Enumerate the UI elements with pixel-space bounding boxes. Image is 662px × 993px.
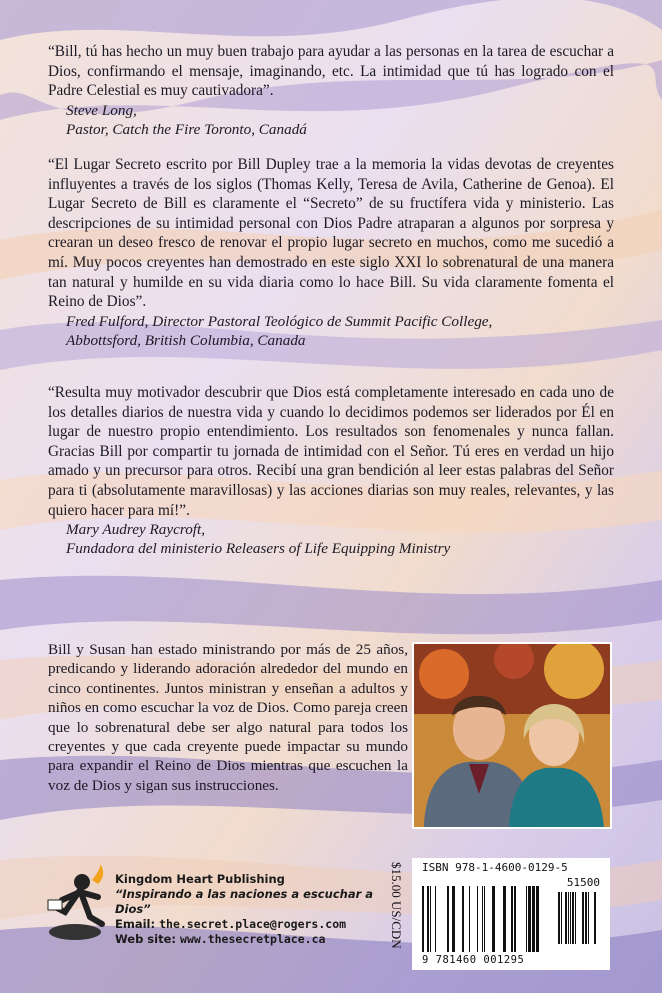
price-barcode-bar [561, 892, 562, 944]
barcode-bar [532, 886, 535, 952]
attribution-line: Pastor, Catch the Fire Toronto, Canadá [66, 120, 307, 138]
authors-photo [412, 642, 612, 829]
endorsement-quote-1 [48, 42, 614, 139]
price-label: $15.00 US/CDN [389, 862, 404, 949]
price-barcode-bar [570, 892, 571, 944]
attribution-line: Fundadora del ministerio Releasers of Life Equipping Ministry [66, 540, 451, 558]
barcode-bar [430, 886, 431, 952]
barcode-bar [462, 886, 464, 952]
publisher-text [115, 872, 400, 947]
barcode-bar [503, 886, 506, 952]
price-barcode-bar [575, 892, 576, 944]
barcode-bar [511, 886, 513, 952]
attribution-line: Fred Fulford, Director Pastoral Teológico de Summit Pacific College, [66, 312, 493, 330]
web-label: Web site: [115, 932, 176, 946]
price-barcode-bar [582, 892, 584, 944]
price-code: 51500 [566, 876, 600, 889]
isbn-text: ISBN 978-1-4600-0129-5 [422, 861, 568, 874]
price-barcode-bar [568, 892, 569, 944]
endorsement-quote-3 [48, 383, 614, 558]
publisher-name: Kingdom Heart Publishing [115, 872, 285, 886]
price-label-container [386, 862, 408, 972]
quote-attribution [48, 101, 614, 139]
publisher-info [40, 862, 400, 946]
quote-text: “El Lugar Secreto escrito por Bill Dupley trae a la memoria la vidas devotas de creyentes influyentes a través de los siglos (Thomas Kelly, Teresa de Avila, Catherine de Genoa). El Lugar Secreto de Bill es claramente el “Secreto” de su fructífera vida y ministerio. Las descripciones de su intimidad personal con Dios Padre atraparan a algunos por sorpresa y crearan un deseo fresco de renovar el propio lugar secreto en muchos, como me sucedió a mí. Muy pocos creyentes han demostrado en este siglo XXI lo sobrenatural de una manera tan natural y humilde en su vida diaria como lo hace Bill. Su vida claramente fomenta el Reino de Dios”. [48, 156, 614, 311]
barcode-bar [452, 886, 455, 952]
barcode-bar [477, 886, 478, 952]
attribution-line: Abbottsford, British Columbia, Canada [66, 331, 306, 349]
barcode-bar [422, 886, 424, 952]
website-link[interactable]: www.thesecretplace.ca [180, 932, 326, 946]
quote-text: “Resulta muy motivador descubrir que Dios está completamente interesado en cada uno de los detalles diarios de nuestra vida y cuando lo decidimos podemos ser liderados por Él en lugar de nuestro propio entendimiento. Los resultados son fenomenales y nunca fallan. Gracias Bill por compartir tu jornada de intimidad con el Señor. Tú eres en verdad un hijo amado y un precursor para otros. Recibí una gran bendición al leer estas palabras del Señor para ti (absolutamente maravillosas) y las acciones diarias son muy reales, relevantes, y las quiero hacer para mí!”. [48, 384, 614, 519]
publisher-email-row [115, 917, 400, 932]
barcode-bar [469, 886, 470, 952]
barcode-bar [447, 886, 449, 952]
price-barcode-bar [588, 892, 589, 944]
email-address[interactable]: the.secret.place@rogers.com [159, 917, 347, 931]
price-barcode-bar [572, 892, 574, 944]
attribution-line: Steve Long, [66, 101, 137, 119]
price-barcode-bar [565, 892, 567, 944]
email-label: Email: [115, 917, 156, 931]
barcode-bar [435, 886, 436, 952]
quote-text: “Bill, tú has hecho un muy buen trabajo para ayudar a las personas en la tarea de escuchar a Dios, confirmando el mensaje, imaginando, etc. La intimidad que tú has logrado con el Padre Celestial es muy cautivadora”. [48, 43, 614, 100]
publisher-slogan: “Inspirando a las naciones a escuchar a Dios” [115, 887, 374, 916]
barcode-bar [526, 886, 527, 952]
price-barcode-bar [594, 892, 596, 944]
barcode-bar [427, 886, 429, 952]
barcode-bar [528, 886, 531, 952]
quote-attribution [48, 520, 614, 558]
barcode-bar [492, 886, 495, 952]
barcode-bar [536, 886, 539, 952]
publisher-web-row [115, 932, 400, 947]
endorsement-quote-2 [48, 155, 614, 350]
barcode-box [412, 858, 610, 970]
barcode-image [422, 878, 600, 956]
author-bio: Bill y Susan han estado ministrando por más de 25 años, predicando y liderando adoración alrededor del mundo en cinco continentes. Juntos ministran y enseñan a adultos y niños en como escuchar la voz de Dios. Como pareja creen que lo sobrenatural debe ser algo natural para todos los creyentes y que cada creyente puede impactar su mundo para expandir el Reino de Dios mientras que escuchen la voz de Dios y sigan sus instrucciones. [48, 641, 408, 794]
publisher-logo [40, 862, 110, 942]
price-barcode-bar [585, 892, 587, 944]
quote-attribution [48, 312, 614, 350]
barcode-bar [484, 886, 485, 952]
barcode-bar [514, 886, 516, 952]
barcode-digits: 9 781460 001295 [422, 954, 525, 966]
price-barcode-bar [558, 892, 560, 944]
barcode-bar [482, 886, 483, 952]
attribution-line: Mary Audrey Raycroft, [66, 521, 206, 539]
